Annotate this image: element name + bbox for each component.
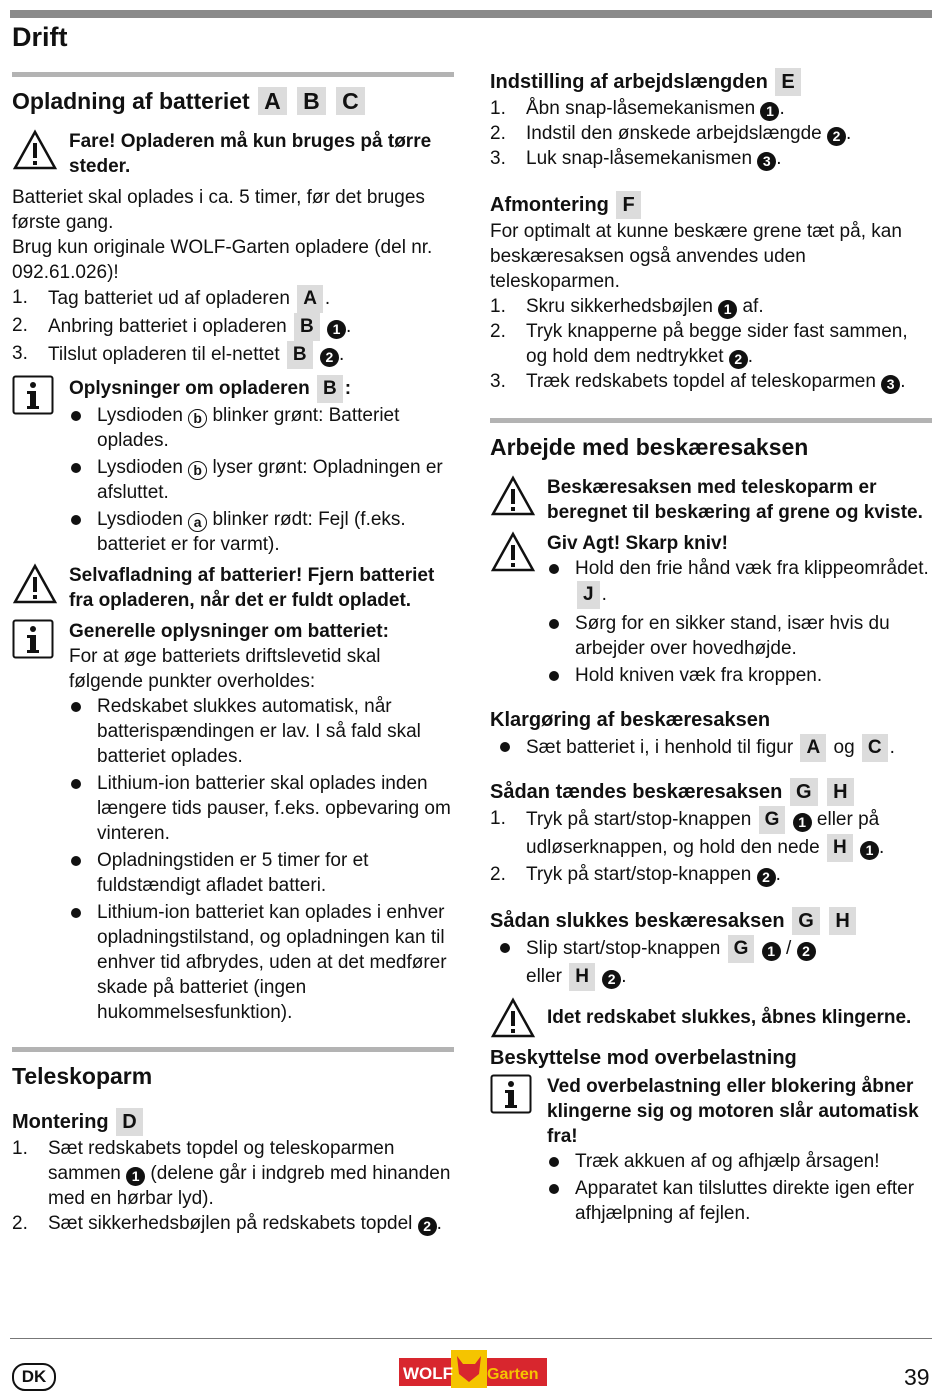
figure-tag: A xyxy=(800,734,826,762)
number-badge: 1 xyxy=(718,300,737,319)
list-item: Sæt batteriet i, i henhold til figur A og C . xyxy=(498,734,932,762)
figure-tag: B xyxy=(287,341,313,369)
section-charging-title: Opladning af batteriet A B C xyxy=(12,81,454,121)
warning-note: Selvafladning af batterier! Fjern batteriet fra opladeren, når det er fuldt opladet. xyxy=(12,563,454,613)
figure-tag: G xyxy=(759,806,786,834)
number-badge: 3 xyxy=(757,152,776,171)
warning-note: Beskæresaksen med teleskoparm er beregnet til beskæring af grene og kviste. xyxy=(490,475,932,525)
number-badge: 2 xyxy=(757,868,776,887)
switch-on-heading: Sådan tændes beskæresaksen G H xyxy=(490,778,932,806)
knife-safety-list xyxy=(547,556,932,688)
list-item: 2. Anbring batteriet i opladeren B 1 . xyxy=(12,313,454,341)
mount-steps xyxy=(12,1136,454,1236)
svg-text:Garten: Garten xyxy=(487,1366,539,1383)
list-item: Opladningstiden er 5 timer for et fuldstændigt afladet batteri. xyxy=(69,848,454,898)
ready-list xyxy=(490,734,932,762)
number-badge: 3 xyxy=(881,375,900,394)
number-badge: 1 xyxy=(860,841,879,860)
right-column: Indstilling af arbejdslængden E 1. Åbn snap-låsemekanismen 1 . 2. Indstil den ønskede arbejdslængde 2 . 3. Luk snap-låsemekanismen 3 . Afmontering F For optimalt at kunne beskære grene tæt på, kan beskæresaksen også anvendes uden teleskoparmen. 1. Skru sikkerhedsbøjlen 1 af. 2. Tryk knapperne på begge sider fast sammen, og hold dem nedtrykket 2 . 3. Træk redskabets topdel af teleskoparmen 3 . Arbejde med beskæresaksen Beskæresaksen med teleskoparm er beregnet til beskæring af grene og kviste. Giv Agt! Skarp kniv! Hold den frie hånd væk fra klippeområdet. J . Sørg for en sikker stand, især hvis du arbejder over hovedhøjde. Hold kniven væk fra kroppen. Klargøring af beskæresaksen Sæt batteriet i, i henhold til figur A og C . Sådan tændes beskæresaksen G H 1. Tryk på start/stop-knappen G 1 eller på udløserknappen, og hold den nede H 1 . 2. Tryk på start/stop-knappen 2 . Sådan slukkes beskæresaksen G H Slip start/stop-knappen G 1 / 2 eller H 2 . Idet redskabet slukkes, åbnes klingerne. Beskyttelse mod overbelastning Ved overbelastning eller blokering åbner klingerne sig og motoren slår automatisk fra! Træk akkuen af og afhjælp årsagen! Apparatet kan tilsluttes direkte igen efter afhjælpning af fejlen. xyxy=(490,68,932,1232)
warning-icon xyxy=(12,563,58,605)
figure-tag: B xyxy=(317,375,343,403)
language-badge: DK xyxy=(12,1363,56,1391)
warning-icon xyxy=(12,129,58,171)
number-badge: 1 xyxy=(126,1167,145,1186)
switch-on-steps xyxy=(490,806,932,887)
charger-info-list xyxy=(69,403,454,557)
figure-tag: C xyxy=(336,87,365,115)
left-column: Opladning af batteriet A B C Fare! Opladeren må kun bruges på tørre steder. Batteriet skal oplades i ca. 5 timer, før det bruges første gang. Brug kun originale WOLF-Garten opladere (del nr. 092.61.026)! 1. Tag batteriet ud af opladeren A . 2. Anbring batteriet i opladeren B 1 . 3. Tilslut opladeren til el-nettet B 2 . Oplysninger om opladeren B : Lysdioden b blinker grønt: Batteriet oplades. Lysdioden b lyser grønt: Opladningen er afsluttet. Lysdioden a blinker rødt: Fejl (f.eks. batteriet er for varmt). Selvafladning af batterier! Fjern batteriet fra opladeren, når det er fuldt opladet. Generelle oplysninger om batteriet: For at øge batteriets driftslevetid skal følgende punkter overholdes: Redskabet slukkes automatisk, når batterispændingen er lav. I så fald skal batteriet oplades. Lithium-ion batterier skal oplades inden længere tids pauser, f.eks. opbevaring om vinteren. Opladningstiden er 5 timer for et fuldstændigt afladet batteri. Lithium-ion batteriet kan oplades i enhver opladningstilstand, og opladningen kan til enhver tid afbrydes, uden at det medfører skade på batteriet (ingen hukommelsesfunktion). Teleskoparm Montering D 1. Sæt redskabets topdel og teleskoparmen sammen 1 (delene går i indgreb med hinanden med en hørbar lyd). 2. Sæt sikkerhedsbøjlen på redskabets topdel 2 . xyxy=(12,72,454,1236)
page-number: 39 xyxy=(904,1364,930,1390)
list-item: Hold den frie hånd væk fra klippeområdet. J . xyxy=(547,556,932,609)
figure-tag: A xyxy=(297,285,323,313)
list-item: Apparatet kan tilsluttes direkte igen efter afhjælpning af fejlen. xyxy=(547,1176,932,1226)
list-item: Lysdioden b lyser grønt: Opladningen er afsluttet. xyxy=(69,455,454,505)
number-badge: 2 xyxy=(602,970,621,989)
overload-heading: Beskyttelse mod overbelastning xyxy=(490,1047,797,1069)
list-item: 2. Tryk på start/stop-knappen 2 . xyxy=(490,864,781,885)
info-icon xyxy=(490,1074,532,1114)
info-note: Generelle oplysninger om batteriet: For at øge batteriets driftslevetid skal følgende punkter overholdes: Redskabet slukkes automatisk, når batterispændingen er lav. I så fald skal batteriet oplades. Lithium-ion batterier skal oplades inden længere tids pauser, f.eks. opbevaring om vinteren. Opladningstiden er 5 timer for et fuldstændigt afladet batteri. Lithium-ion batteriet kan oplades i enhver opladningstilstand, og opladningen kan til enhver tid afbrydes, uden at det medfører skade på batteriet (ingen hukommelsesfunktion). xyxy=(12,619,454,1025)
ready-heading: Klargøring af beskæresaksen xyxy=(490,709,771,731)
battery-info-list xyxy=(69,694,454,1025)
switch-off-heading: Sådan slukkes beskæresaksen G H xyxy=(490,907,932,935)
number-badge: 1 xyxy=(793,813,812,832)
list-item: 3. Luk snap-låsemekanismen 3 . xyxy=(490,148,782,169)
info-icon xyxy=(12,619,54,659)
length-steps xyxy=(490,96,932,171)
figure-tag: G xyxy=(790,778,818,806)
figure-tag: C xyxy=(862,734,888,762)
figure-tag: G xyxy=(728,935,755,963)
led-letter: b xyxy=(188,461,207,480)
section-rule xyxy=(490,418,932,423)
list-item: 3. Træk redskabets topdel af teleskoparmen 3 . xyxy=(490,371,906,392)
warning-icon xyxy=(490,475,536,517)
warning-note: Fare! Opladeren må kun bruges på tørre steder. xyxy=(12,129,454,179)
section-work-title: Arbejde med beskæresaksen xyxy=(490,434,809,460)
length-heading: Indstilling af arbejdslængden E xyxy=(490,68,932,96)
svg-text:WOLF: WOLF xyxy=(403,1364,454,1383)
number-badge: 2 xyxy=(797,942,816,961)
list-item: Træk akkuen af og afhjælp årsagen! xyxy=(547,1149,932,1174)
list-item: 2. Tryk knapperne på begge sider fast sammen, og hold dem nedtrykket 2 . xyxy=(490,321,908,367)
figure-tag: F xyxy=(616,191,640,219)
charging-steps xyxy=(12,285,454,369)
list-item: 2. Sæt sikkerhedsbøjlen på redskabets topdel 2 . xyxy=(12,1213,442,1234)
warning-icon xyxy=(490,531,536,573)
number-badge: 2 xyxy=(418,1217,437,1236)
number-badge: 1 xyxy=(762,942,781,961)
led-letter: b xyxy=(188,409,207,428)
dismount-steps xyxy=(490,294,932,394)
list-item: Lithium-ion batterier skal oplades inden længere tids pauser, f.eks. opbevaring om vinteren. xyxy=(69,771,454,846)
list-item: 1. Sæt redskabets topdel og teleskoparmen sammen 1 (delene går i indgreb med hinanden med en hørbar lyd). xyxy=(12,1138,451,1209)
list-item: Hold kniven væk fra kroppen. xyxy=(547,663,932,688)
figure-tag: J xyxy=(577,581,600,609)
figure-tag: E xyxy=(775,68,800,96)
warning-note: Idet redskabet slukkes, åbnes klingerne. xyxy=(490,997,932,1030)
list-item: 3. Tilslut opladeren til el-nettet B 2 . xyxy=(12,341,454,369)
page-title: Drift xyxy=(12,22,68,52)
figure-tag: D xyxy=(116,1108,142,1136)
list-item: Slip start/stop-knappen G 1 / 2 eller H 2 . xyxy=(498,935,932,991)
list-item: 1. Tag batteriet ud af opladeren A . xyxy=(12,285,454,313)
figure-tag: G xyxy=(792,907,820,935)
mount-heading: Montering D xyxy=(12,1108,454,1136)
number-badge: 1 xyxy=(327,320,346,339)
list-item: Redskabet slukkes automatisk, når batterispændingen er lav. I så fald skal batteriet oplades. xyxy=(69,694,454,769)
section-rule xyxy=(12,72,454,77)
dismount-heading: Afmontering F xyxy=(490,191,932,219)
overload-list xyxy=(547,1149,932,1226)
number-badge: 1 xyxy=(760,102,779,121)
figure-tag: H xyxy=(569,963,595,991)
figure-tag: B xyxy=(294,313,320,341)
figure-tag: H xyxy=(829,907,855,935)
number-badge: 2 xyxy=(729,350,748,369)
footer-rule xyxy=(10,1338,932,1339)
list-item: Lysdioden a blinker rødt: Fejl (f.eks. batteriet er for varmt). xyxy=(69,507,454,557)
list-item: 1. Åbn snap-låsemekanismen 1 . xyxy=(490,98,785,119)
number-badge: 2 xyxy=(320,348,339,367)
section-telescope-title: Teleskoparm xyxy=(12,1063,153,1089)
switch-off-list xyxy=(490,935,932,991)
info-note: Oplysninger om opladeren B : Lysdioden b blinker grønt: Batteriet oplades. Lysdioden b lyser grønt: Opladningen er afsluttet. Lysdioden a blinker rødt: Fejl (f.eks. batteriet er for varmt). xyxy=(12,375,454,557)
section-rule xyxy=(12,1047,454,1052)
figure-tag: H xyxy=(827,834,853,862)
figure-tag: A xyxy=(258,87,287,115)
figure-tag: H xyxy=(827,778,853,806)
list-item: Sørg for en sikker stand, især hvis du arbejder over hovedhøjde. xyxy=(547,611,932,661)
list-item: Lysdioden b blinker grønt: Batteriet oplades. xyxy=(69,403,454,453)
wolf-garten-logo xyxy=(399,1350,547,1388)
figure-tag: B xyxy=(297,87,326,115)
top-rule xyxy=(10,10,932,18)
warning-icon xyxy=(490,997,536,1039)
list-item: 2. Indstil den ønskede arbejdslængde 2 . xyxy=(490,123,852,144)
list-item: 1. Tryk på start/stop-knappen G 1 eller på udløserknappen, og hold den nede H 1 . xyxy=(490,806,932,862)
info-icon xyxy=(12,375,54,415)
led-letter: a xyxy=(188,513,207,532)
list-item: Lithium-ion batteriet kan oplades i enhver opladningstilstand, og opladningen kan til enhver tid afbrydes, uden at det medfører skade på batteriet (ingen hukommelsesfunktion). xyxy=(69,900,454,1025)
info-note: Ved overbelastning eller blokering åbner klingerne sig og motoren slår automatisk fra! Træk akkuen af og afhjælp årsagen! Apparatet kan tilsluttes direkte igen efter afhjælpning af fejlen. xyxy=(490,1074,932,1226)
warning-note: Giv Agt! Skarp kniv! Hold den frie hånd væk fra klippeområdet. J . Sørg for en sikker stand, især hvis du arbejder over hovedhøjde. Hold kniven væk fra kroppen. xyxy=(490,531,932,688)
number-badge: 2 xyxy=(827,127,846,146)
list-item: 1. Skru sikkerhedsbøjlen 1 af. xyxy=(490,296,764,317)
